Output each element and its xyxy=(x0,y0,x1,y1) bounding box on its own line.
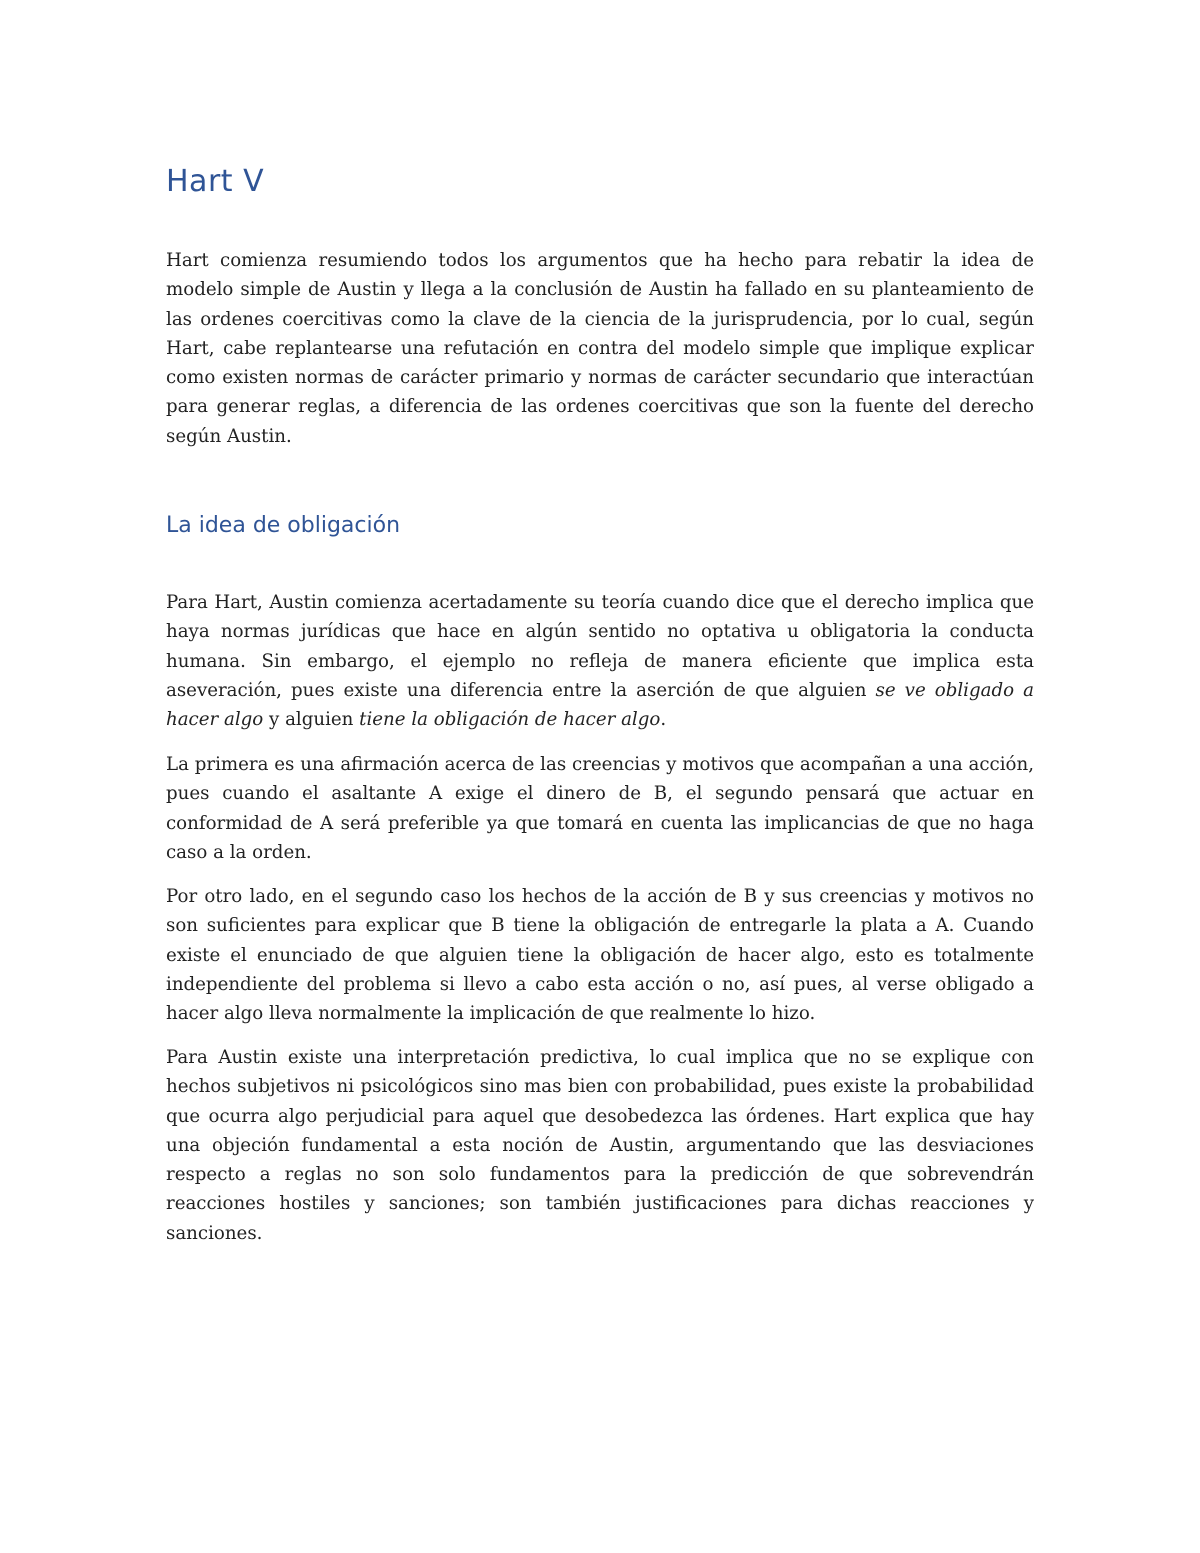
paragraph-text-end: . xyxy=(660,709,667,731)
paragraph-text-start: Para Hart, Austin comienza acertadamente su teoría cuando dice que el derecho implica que haya normas jurídicas que hace en algún sentido no optativa u obligatoria la conducta humana. Sin embargo, el ejemplo no refleja de manera eficiente que implica esta aseveración, pues existe una diferencia entre la aserción de que alguien xyxy=(166,592,1034,701)
italic-phrase-obligation: tiene la obligación de hacer algo xyxy=(359,709,661,731)
paragraph-obligation-intro xyxy=(166,588,1034,734)
paragraph-first-assertion: La primera es una afirmación acerca de las creencias y motivos que acompañan a una acción, pues cuando el asaltante A exige el dinero de B, el segundo pensará que actuar en conformidad de A será preferible ya que tomará en cuenta las implicancias de que no haga caso a la orden. xyxy=(166,754,1034,863)
document-title: Hart V xyxy=(166,164,265,199)
paragraph-text-mid: y alguien xyxy=(263,709,360,731)
paragraph-second-case: Por otro lado, en el segundo caso los hechos de la acción de B y sus creencias y motivos no son suficientes para explicar que B tiene la obligación de entregarle la plata a A. Cuando existe el enunciado de que alguien tiene la obligación de hacer algo, esto es totalmente independiente del problema si llevo a cabo esta acción o no, así pues, al verse obligado a hacer algo lleva normalmente la implicación de que realmente lo hizo. xyxy=(166,886,1034,1025)
section-heading: La idea de obligación xyxy=(166,513,401,538)
paragraph-predictive-interpretation: Para Austin existe una interpretación predictiva, lo cual implica que no se explique con hechos subjetivos ni psicológicos sino mas bien con probabilidad, pues existe la probabilidad que ocurra algo perjudicial para aquel que desobedezca las órdenes. Hart explica que hay una objeción fundamental a esta noción de Austin, argumentando que las desviaciones respecto a reglas no son solo fundamentos para la predicción de que sobrevendrán reacciones hostiles y sanciones; son también justificaciones para dichas reacciones y sanciones. xyxy=(166,1047,1034,1244)
intro-paragraph: Hart comienza resumiendo todos los argumentos que ha hecho para rebatir la idea de modelo simple de Austin y llega a la conclusión de Austin ha fallado en su planteamiento de las ordenes coercitivas como la clave de la ciencia de la jurisprudencia, por lo cual, según Hart, cabe replantearse una refutación en contra del modelo simple que implique explicar como existen normas de carácter primario y normas de carácter secundario que interactúan para generar reglas, a diferencia de las ordenes coercitivas que son la fuente del derecho según Austin. xyxy=(166,250,1034,447)
italic-phrase-forced: se ve obligado a hacer algo xyxy=(166,679,1034,731)
